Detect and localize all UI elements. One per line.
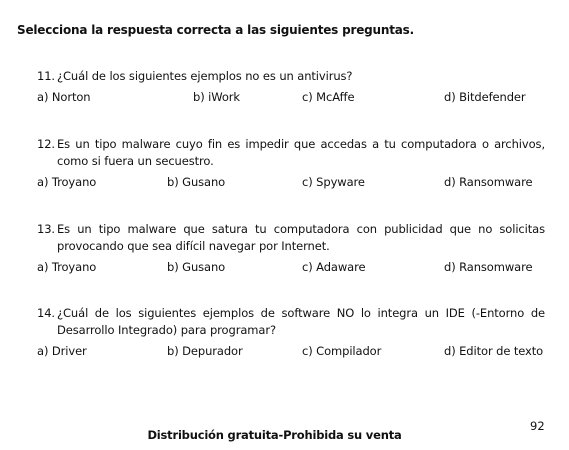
option-b[interactable]: b) Gusano xyxy=(167,175,226,189)
option-a[interactable]: a) Troyano xyxy=(37,260,97,274)
option-b[interactable]: b) iWork xyxy=(193,90,240,104)
option-c[interactable]: c) Compilador xyxy=(302,344,382,358)
page-number: 92 xyxy=(530,419,545,433)
option-a[interactable]: a) Troyano xyxy=(37,175,97,189)
question-text-block xyxy=(37,305,545,339)
footer xyxy=(0,424,569,443)
footer-text: Distribución gratuita-Prohibida su venta xyxy=(147,428,402,442)
option-d[interactable]: d) Ransomware xyxy=(444,260,533,274)
option-d[interactable]: d) Editor de texto xyxy=(444,344,544,358)
question-text-block xyxy=(37,136,545,170)
option-a[interactable]: a) Norton xyxy=(37,90,91,104)
question-text: Es un tipo malware que satura tu computadora con publicidad que no solicitas provocando que sea difícil navegar por Internet. xyxy=(57,222,545,253)
question-text: Es un tipo malware cuyo fin es impedir que accedas a tu computadora o archivos, como si fuera un secuestro. xyxy=(57,137,545,168)
question-text-block xyxy=(37,221,545,255)
question-13 xyxy=(37,221,545,277)
answer-options xyxy=(37,344,545,361)
question-number: 14. xyxy=(37,306,55,320)
question-text-block xyxy=(37,68,545,85)
question-number: 13. xyxy=(37,222,55,236)
question-11 xyxy=(37,68,545,107)
option-a[interactable]: a) Driver xyxy=(37,344,87,358)
instructions-heading: Selecciona la respuesta correcta a las siguientes preguntas. xyxy=(17,23,414,37)
question-14 xyxy=(37,305,545,361)
question-number: 12. xyxy=(37,137,55,151)
option-c[interactable]: c) Spyware xyxy=(302,175,365,189)
option-d[interactable]: d) Bitdefender xyxy=(444,90,526,104)
question-text: ¿Cuál de los siguientes ejemplos no es un antivirus? xyxy=(57,69,353,83)
option-d[interactable]: d) Ransomware xyxy=(444,175,533,189)
option-c[interactable]: c) McAffe xyxy=(302,90,355,104)
option-b[interactable]: b) Gusano xyxy=(167,260,226,274)
answer-options xyxy=(37,90,545,107)
question-text: ¿Cuál de los siguientes ejemplos de software NO lo integra un IDE (-Entorno de Desarrollo Integrado) para programar? xyxy=(57,306,545,337)
question-12 xyxy=(37,136,545,192)
option-b[interactable]: b) Depurador xyxy=(167,344,243,358)
answer-options xyxy=(37,260,545,277)
question-number: 11. xyxy=(37,69,55,83)
option-c[interactable]: c) Adaware xyxy=(302,260,366,274)
answer-options xyxy=(37,175,545,192)
